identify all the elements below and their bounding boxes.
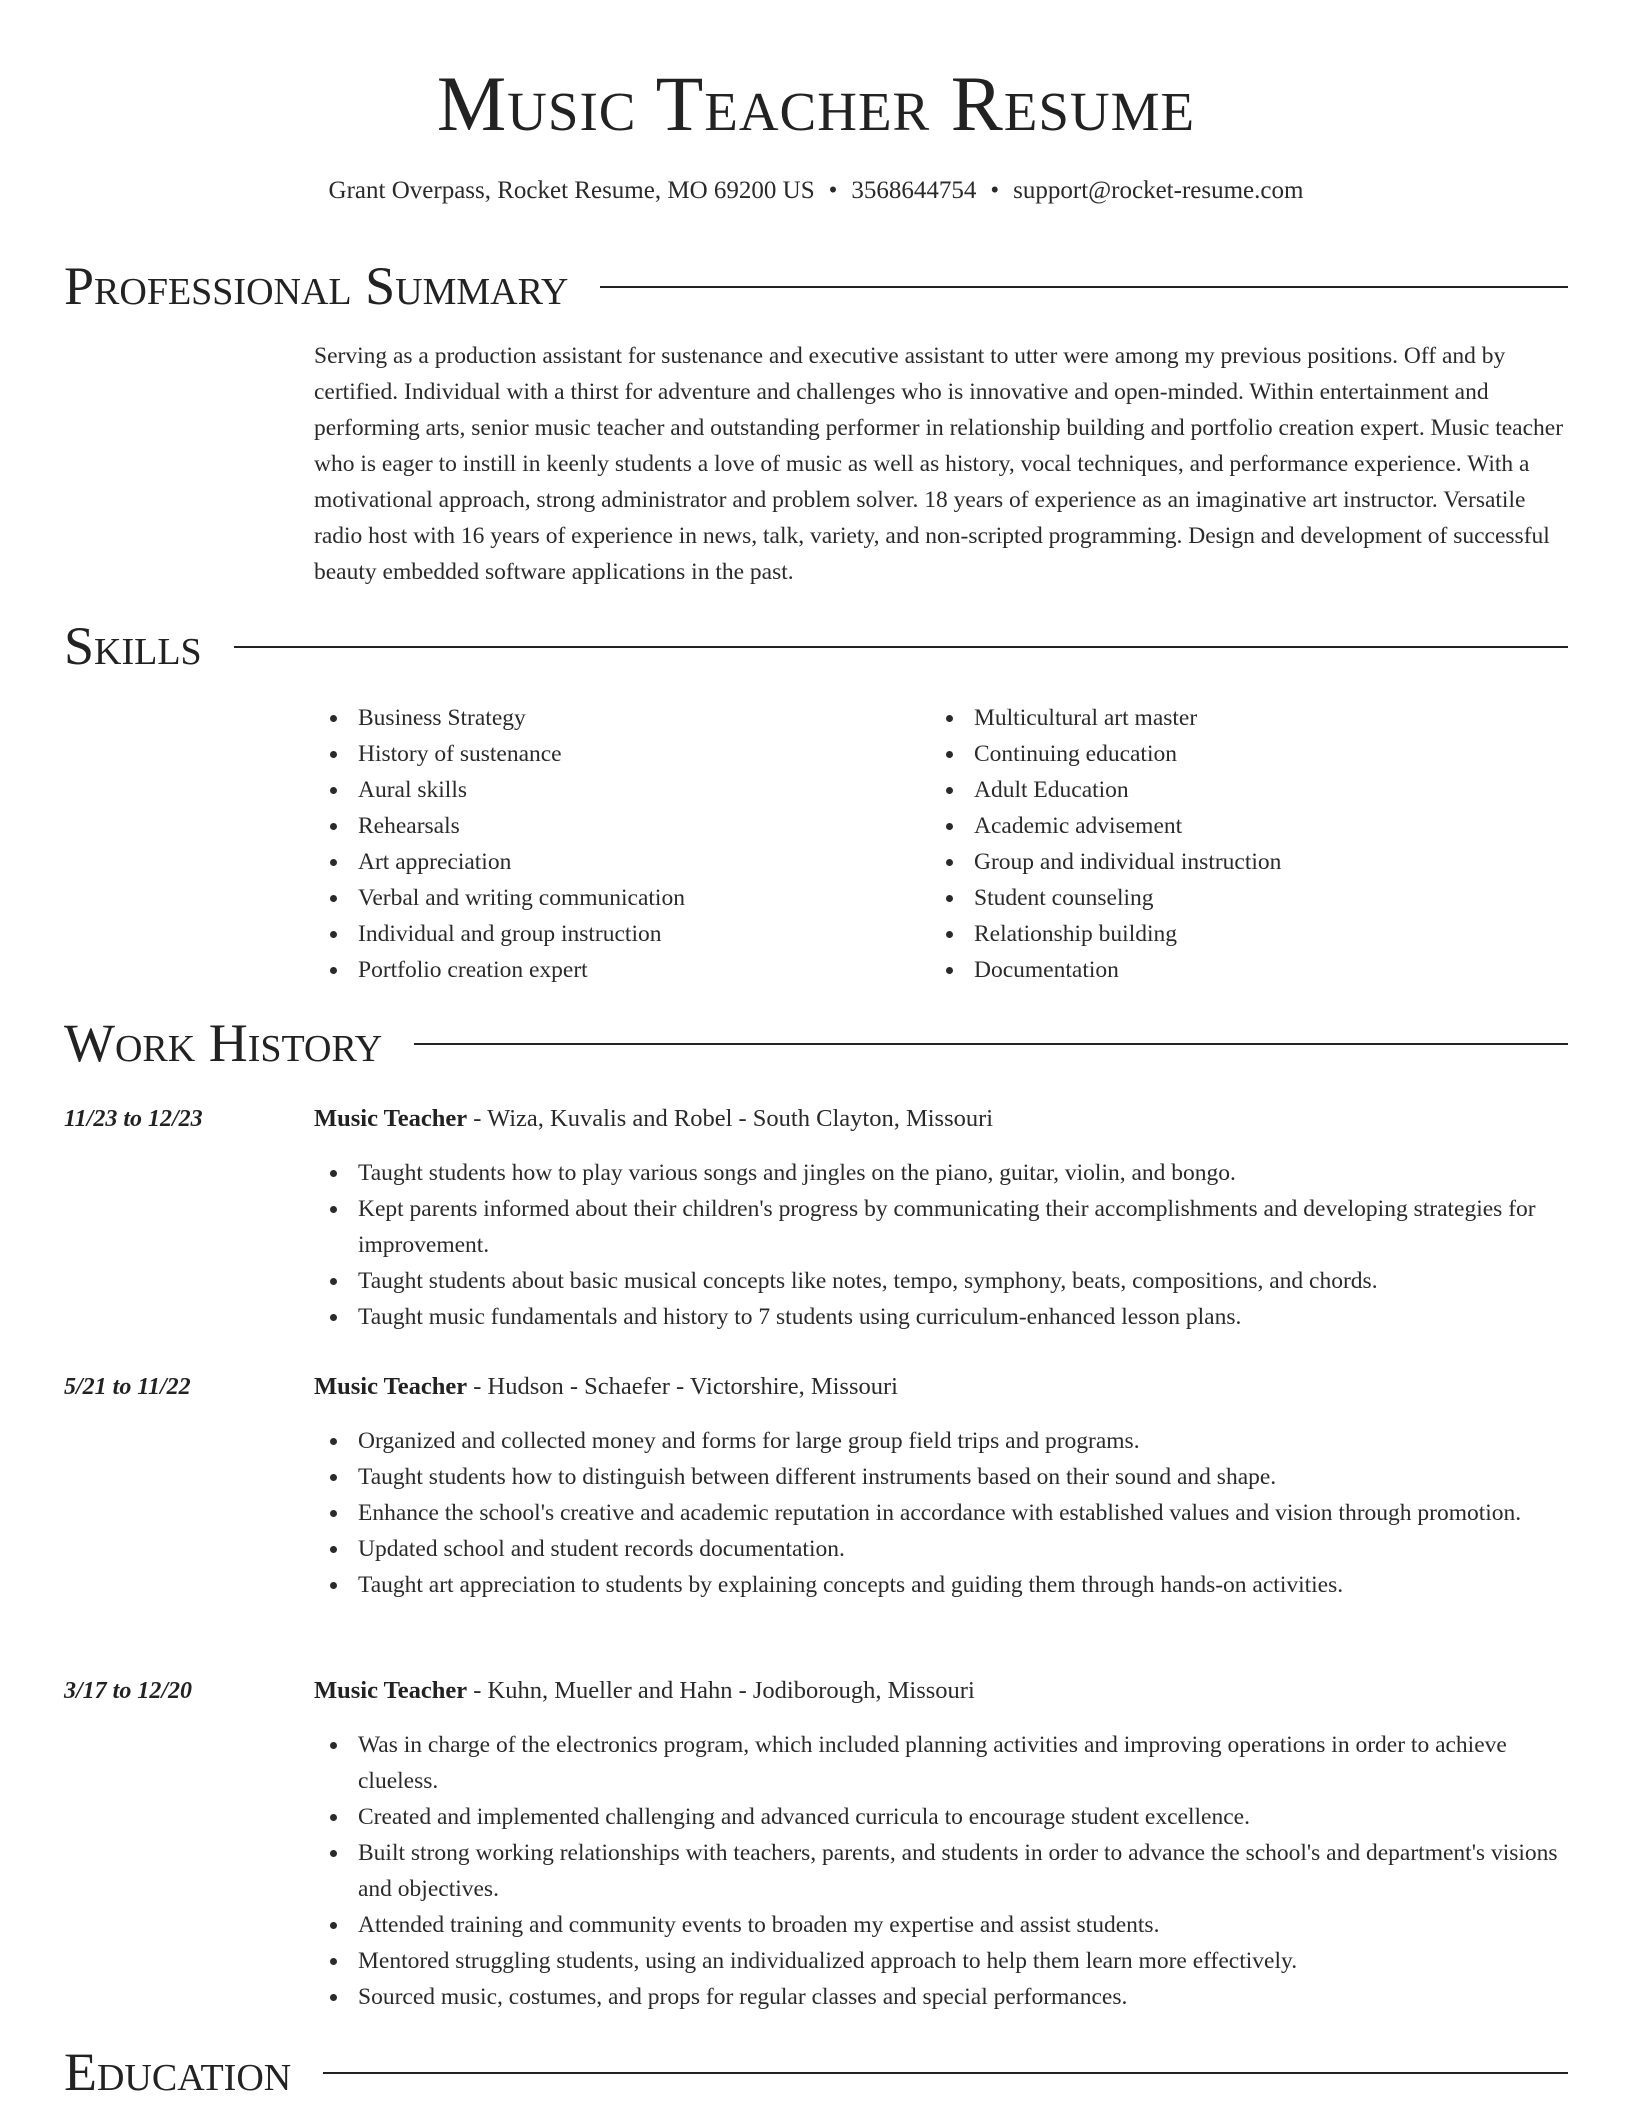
skill-item: Group and individual instruction — [930, 844, 1546, 880]
skill-item: Individual and group instruction — [314, 916, 930, 952]
skill-item: Continuing education — [930, 736, 1546, 772]
skill-item: Academic advisement — [930, 808, 1546, 844]
job-dates: 3/17 to 12/20 — [64, 1678, 193, 1704]
contact-email: support@rocket-resume.com — [1013, 177, 1304, 204]
job-dates: 5/21 to 11/22 — [64, 1374, 191, 1400]
job-bullet: Kept parents informed about their children's progress by communicating their accomplishments and developing strategies for improvement. — [314, 1191, 1568, 1263]
section-divider — [600, 286, 1568, 288]
job-employer: - Wiza, Kuvalis and Robel - South Clayton, Missouri — [467, 1105, 994, 1132]
skill-item: Portfolio creation expert — [314, 952, 930, 988]
section-divider — [414, 1043, 1568, 1045]
skill-item: Adult Education — [930, 772, 1546, 808]
skill-item: Business Strategy — [314, 700, 930, 736]
job-heading — [314, 1369, 898, 1405]
skill-item: Documentation — [930, 952, 1546, 988]
job-bullet: Taught music fundamentals and history to 7 students using curriculum-enhanced lesson plans. — [314, 1299, 1568, 1335]
job-bullet: Was in charge of the electronics program, which included planning activities and improving operations in order to achieve clueless. — [314, 1727, 1568, 1799]
skill-item: Rehearsals — [314, 808, 930, 844]
skills-column-left — [314, 700, 930, 988]
job-bullet: Built strong working relationships with teachers, parents, and students in order to advance the school's and department's visions and objectives. — [314, 1835, 1568, 1907]
skill-item: Aural skills — [314, 772, 930, 808]
job-bullet: Taught students about basic musical concepts like notes, tempo, symphony, beats, compositions, and chords. — [314, 1263, 1568, 1299]
skill-item: Verbal and writing communication — [314, 880, 930, 916]
section-header-work-history — [64, 1011, 1568, 1075]
section-divider — [323, 2072, 1568, 2074]
job-bullets — [314, 1423, 1568, 1603]
job-role: Music Teacher — [314, 1373, 468, 1400]
section-title: Professional Summary — [64, 256, 569, 316]
section-header-education — [64, 2040, 1568, 2104]
job-role: Music Teacher — [314, 1677, 468, 1704]
job-bullet: Sourced music, costumes, and props for regular classes and special performances. — [314, 1979, 1568, 2015]
contact-address: Grant Overpass, Rocket Resume, MO 69200 US — [328, 177, 815, 204]
job-bullet: Organized and collected money and forms for large group field trips and programs. — [314, 1423, 1568, 1459]
section-header-skills — [64, 614, 1568, 678]
contact-separator: • — [990, 177, 1000, 204]
section-header-summary — [64, 254, 1568, 318]
job-bullet: Attended training and community events to broaden my expertise and assist students. — [314, 1907, 1568, 1943]
job-employer: - Kuhn, Mueller and Hahn - Jodiborough, Missouri — [467, 1677, 975, 1704]
job-employer: - Hudson - Schaefer - Victorshire, Missouri — [467, 1373, 898, 1400]
job-bullet: Updated school and student records documentation. — [314, 1531, 1568, 1567]
job-dates: 11/23 to 12/23 — [64, 1106, 203, 1132]
contact-separator: • — [828, 177, 838, 204]
skill-item: Student counseling — [930, 880, 1546, 916]
section-title: Work History — [64, 1013, 383, 1073]
skills-list — [314, 700, 1568, 988]
contact-phone: 3568644754 — [851, 177, 977, 204]
job-bullet: Created and implemented challenging and advanced curricula to encourage student excellence. — [314, 1799, 1568, 1835]
section-divider — [234, 646, 1568, 648]
job-bullets — [314, 1155, 1568, 1335]
job-bullet: Mentored struggling students, using an individualized approach to help them learn more effectively. — [314, 1943, 1568, 1979]
skill-item: Multicultural art master — [930, 700, 1546, 736]
summary-text: Serving as a production assistant for sustenance and executive assistant to utter were among my previous positions. Off and by certified. Individual with a thirst for adventure and challenges who is innovative and open-minded. Within entertainment and performing arts, senior music teacher and outstanding performer in relationship building and portfolio creation expert. Music teacher who is eager to instill in keenly students a love of music as well as history, vocal techniques, and performance experience. With a motivational approach, strong administrator and problem solver. 18 years of experience as an imaginative art instructor. Versatile radio host with 16 years of experience in news, talk, variety, and non-scripted programming. Design and development of successful beauty embedded software applications in the past. — [314, 343, 1564, 585]
job-bullet: Taught students how to play various songs and jingles on the piano, guitar, violin, and bongo. — [314, 1155, 1568, 1191]
job-heading — [314, 1673, 975, 1709]
job-role: Music Teacher — [314, 1105, 468, 1132]
skill-item: Relationship building — [930, 916, 1546, 952]
job-heading — [314, 1101, 993, 1137]
job-bullets — [314, 1727, 1568, 2015]
section-title: Education — [64, 2042, 292, 2102]
contact-line — [0, 175, 1632, 207]
skill-item: Art appreciation — [314, 844, 930, 880]
skill-item: History of sustenance — [314, 736, 930, 772]
resume-title: Music Teacher Resume — [436, 60, 1196, 147]
section-title: Skills — [64, 616, 202, 676]
skills-column-right — [930, 700, 1546, 988]
job-bullet: Taught students how to distinguish between different instruments based on their sound and shape. — [314, 1459, 1568, 1495]
job-bullet: Taught art appreciation to students by explaining concepts and guiding them through hands-on activities. — [314, 1567, 1568, 1603]
job-bullet: Enhance the school's creative and academic reputation in accordance with established values and vision through promotion. — [314, 1495, 1568, 1531]
